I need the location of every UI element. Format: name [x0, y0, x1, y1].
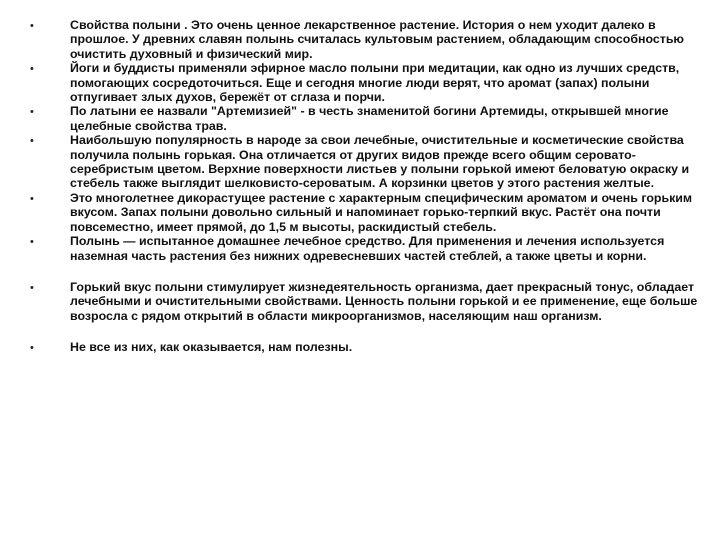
bullet-icon: •: [30, 192, 34, 205]
list-item: [30, 104, 700, 133]
list-item: [30, 18, 700, 61]
bullet-icon: •: [30, 63, 34, 76]
list-item: [30, 234, 700, 263]
bullet-list: [30, 18, 700, 356]
paragraph-text: Это многолетнее дикорастущее растение с характерным специфическим ароматом и очень горьким вкусом. Запах полыни довольно сильный и напоминает горько-терпкий вкус. Растёт она почти повсеместно, имеет прямой, до 1,5 м высоты, раскидистый стебель.: [70, 190, 693, 234]
paragraph-text: Наибольшую популярность в народе за свои лечебные, очистительные и косметические свойства получила полынь горькая. Она отличается от других видов прежде всего общим серовато-серебристым цветом. Верхние поверхности листьев у полыни горькой имеют беловатую окраску и стебель также выглядит шелковисто-сероватым. А корзинки цветов у этого растения желтые.: [70, 133, 690, 191]
bullet-icon: •: [30, 281, 34, 294]
paragraph-text: Йоги и буддисты применяли эфирное масло полыни при медитации, как одно из лучших средств, помогающих сосредоточиться. Еще и сегодня многие люди верят, что аромат (запах) полыни отпугивает злых духов, бережёт от сглаза и порчи.: [70, 61, 680, 105]
paragraph-text: Свойства полыни . Это очень ценное лекарственное растение. История о нем уходит далеко в прошлое. У древних славян полынь считалась культовым растением, обладающим способностью очистить духовный и физический мир.: [70, 18, 685, 61]
list-item: [30, 191, 700, 234]
list-item: [30, 280, 700, 323]
bullet-icon: •: [30, 135, 34, 148]
bullet-icon: •: [30, 106, 34, 119]
list-item: [30, 61, 700, 104]
paragraph-text: Не все из них, как оказывается, нам полезны.: [70, 340, 353, 355]
paragraph-text: Полынь — испытанное домашнее лечебное средство. Для применения и лечения используется наземная часть растения без нижних одревесневших частей стеблей, а также цветы и корни.: [70, 234, 665, 263]
paragraph-text: По латыни ее назвали "Артемизией" - в честь знаменитой богини Артемиды, открывшей многие целебные свойства трав.: [70, 104, 669, 133]
list-item: [30, 340, 700, 356]
list-item: [30, 133, 700, 191]
bullet-icon: •: [30, 20, 34, 32]
bullet-icon: •: [30, 236, 34, 249]
paragraph-text: Горький вкус полыни стимулирует жизнедеятельность организма, дает прекрасный тонус, обладает лечебными и очистительными свойствами. Ценность полыни горькой и ее применение, еще больше возросла с рядом открытий в области микроорганизмов, населяющим наш организм.: [70, 279, 698, 323]
bullet-icon: •: [30, 342, 34, 355]
